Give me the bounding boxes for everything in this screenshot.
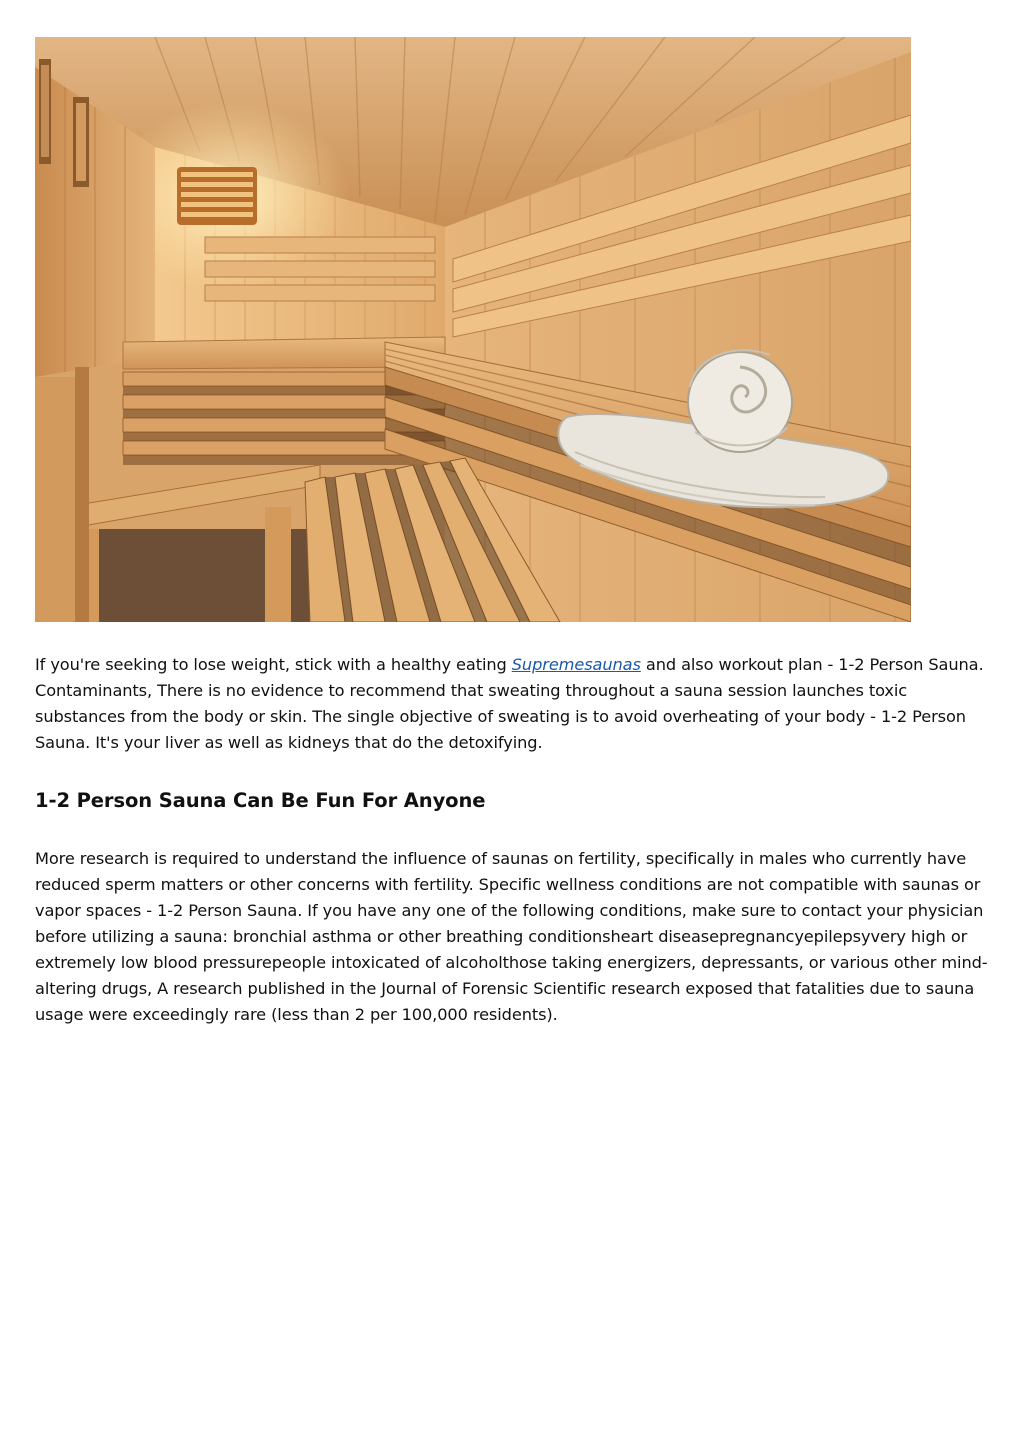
section-heading: 1-2 Person Sauna Can Be Fun For Anyone <box>35 789 486 812</box>
document-page <box>35 37 990 1028</box>
supremesaunas-link[interactable]: Supremesaunas <box>511 655 641 674</box>
sauna-photo <box>35 37 911 622</box>
body-paragraph: More research is required to understand the influence of saunas on fertility, specifically in males who currently have reduced sperm matters or other concerns with fertility. Specific wellness conditions are not compatible with saunas or vapor spaces - 1-2 Person Sauna. If you have any one of the following conditions, make sure to contact your physician before utilizing a sauna: bronchial asthma or other breathing conditionsheart diseasepregnancyepilepsyvery high or extremely low blood pressurepeople intoxicated of alcoholthose taking energizers, depressants, or various other mind-altering drugs, A research published in the Journal of Forensic Scientific research exposed that fatalities due to sauna usage were exceedingly rare (less than 2 per 100,000 residents). <box>35 849 988 1024</box>
paragraph-text-after-link: and also workout plan - 1-2 Person Sauna. Contaminants, There is no evidence to recommend that sweating throughout a sauna session launches toxic substances from the body or skin. The single objective of sweating is to avoid overheating of your body - 1-2 Person Sauna. It's your liver as well as kidneys that do the detoxifying. <box>35 655 984 752</box>
intro-paragraph <box>35 652 990 756</box>
paragraph-text-before-link: If you're seeking to lose weight, stick with a healthy eating <box>35 655 512 674</box>
